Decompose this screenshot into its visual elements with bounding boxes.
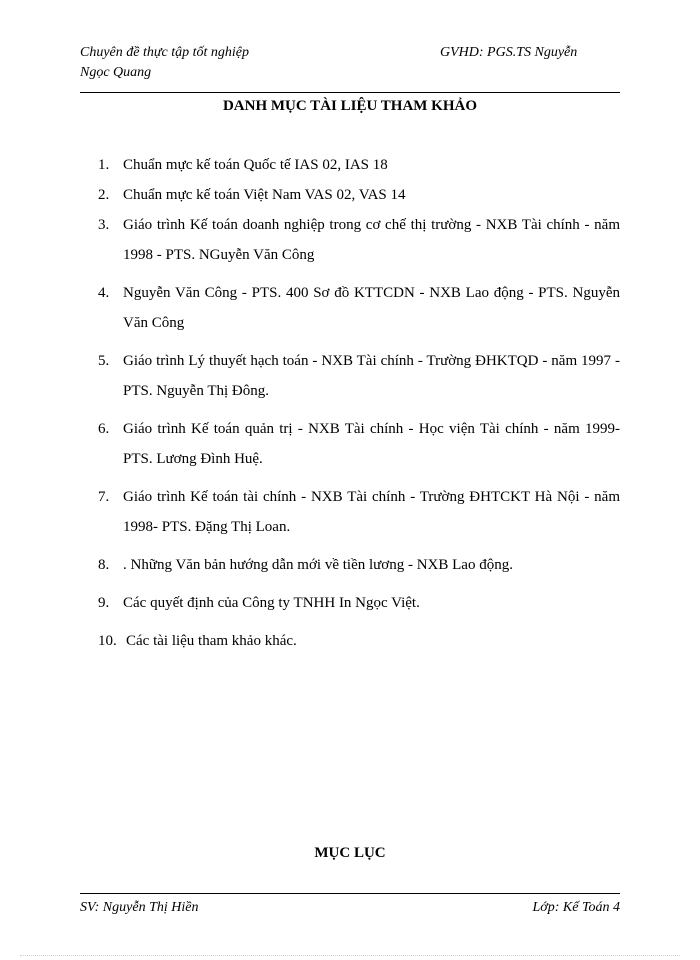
reference-item xyxy=(98,210,620,270)
reference-number: 4. xyxy=(98,285,110,301)
reference-text: Các tài liệu tham khảo khác. xyxy=(126,633,297,649)
reference-number: 8. xyxy=(98,557,110,573)
header-supervisor: GVHD: PGS.TS Nguyễn xyxy=(440,45,578,60)
reference-number: 3. xyxy=(98,217,110,233)
header-rule xyxy=(80,92,620,93)
reference-number: 2. xyxy=(98,187,110,203)
reference-item xyxy=(98,626,620,656)
reference-number: 6. xyxy=(98,421,110,437)
header-course-title: Chuyên đề thực tập tốt nghiệp xyxy=(80,45,249,60)
footer-rule xyxy=(80,893,620,894)
reference-text: Giáo trình Kế toán doanh nghiệp trong cơ chế thị trường - NXB Tài chính - năm 1998 - PTS. NGuyễn Văn Công xyxy=(123,217,620,263)
reference-text: Nguyễn Văn Công - PTS. 400 Sơ đồ KTTCDN - NXB Lao động - PTS. Nguyễn Văn Công xyxy=(123,285,620,331)
reference-number: 9. xyxy=(98,595,110,611)
header-name-continuation: Ngọc Quang xyxy=(80,65,152,80)
page-break-divider xyxy=(20,955,680,956)
reference-list xyxy=(98,150,620,656)
reference-item xyxy=(98,150,620,180)
reference-text: Giáo trình Kế toán tài chính - NXB Tài chính - Trường ĐHTCKT Hà Nội - năm 1998- PTS. Đặng Thị Loan. xyxy=(123,489,620,535)
reference-item xyxy=(98,414,620,474)
reference-number: 1. xyxy=(98,157,110,173)
page-title: DANH MỤC TÀI LIỆU THAM KHẢO xyxy=(222,98,478,114)
reference-text: Giáo trình Kế toán quản trị - NXB Tài chính - Học viện Tài chính - năm 1999- PTS. Lương Đình Huệ. xyxy=(123,421,620,467)
header-left xyxy=(80,43,330,83)
reference-item xyxy=(98,550,620,580)
reference-text: Giáo trình Lý thuyết hạch toán - NXB Tài chính - Trường ĐHKTQD - năm 1997 - PTS. Nguyễn Thị Đông. xyxy=(123,353,620,399)
table-of-contents-heading: MỤC LỤC xyxy=(314,845,386,861)
reference-item xyxy=(98,482,620,542)
reference-text: Chuẩn mực kế toán Quốc tế IAS 02, IAS 18 xyxy=(123,157,388,173)
reference-number: 5. xyxy=(98,353,110,369)
reference-item xyxy=(98,180,620,210)
reference-text: Các quyết định của Công ty TNHH In Ngọc Việt. xyxy=(123,595,420,611)
footer-class: Lớp: Kế Toán 4 xyxy=(532,900,620,915)
reference-number: 7. xyxy=(98,489,110,505)
reference-text: . Những Văn bản hướng dẫn mới về tiền lương - NXB Lao động. xyxy=(123,557,513,573)
reference-text: Chuẩn mực kế toán Việt Nam VAS 02, VAS 14 xyxy=(123,187,406,203)
footer-student: SV: Nguyễn Thị Hiền xyxy=(80,900,199,915)
reference-item xyxy=(98,588,620,618)
reference-item xyxy=(98,346,620,406)
reference-item xyxy=(98,278,620,338)
reference-number: 10. xyxy=(98,633,117,649)
